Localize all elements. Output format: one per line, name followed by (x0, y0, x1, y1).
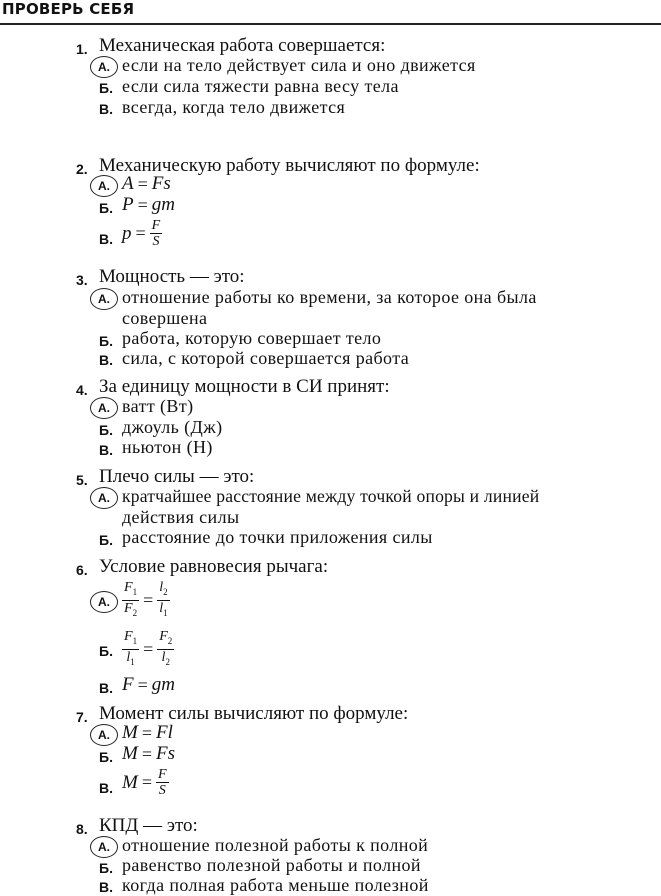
answer-option-text: джоуль (Дж) (122, 417, 223, 437)
fraction (157, 580, 169, 621)
question-text: Мощность — это: (99, 266, 245, 287)
formula (122, 194, 175, 216)
formula (122, 743, 175, 765)
question-text: За единицу мощности в СИ принят: (99, 376, 390, 397)
formula-lhs: M (122, 771, 138, 793)
fraction-denominator: $l_1$ (159, 600, 168, 618)
question-number: 8. (76, 821, 88, 837)
equals-sign: = (141, 743, 152, 764)
answer-letter: В. (99, 780, 113, 796)
equals-sign: = (137, 194, 148, 215)
formula-lhs: M (122, 722, 138, 743)
answer-option-text: отношение работы ко времени, за которое она была (122, 287, 537, 307)
formula (122, 173, 171, 195)
question-number: 6. (76, 562, 88, 578)
formula-rhs: gm (151, 194, 175, 215)
question-number: 3. (76, 272, 88, 288)
answer-letter-circled: А. (90, 288, 118, 310)
formula (122, 629, 174, 670)
formula-lhs: F (122, 674, 134, 695)
formula (122, 722, 173, 744)
fraction-numerator: $F_1$ (122, 580, 139, 601)
fraction (122, 580, 139, 621)
fraction (157, 629, 174, 670)
formula (122, 218, 162, 249)
answer-letter: Б. (99, 532, 113, 548)
equals-sign: = (137, 173, 148, 194)
answer-letter: В. (99, 879, 113, 895)
question-text: Момент силы вычисляют по формуле: (99, 703, 409, 724)
answer-letter: Б. (99, 643, 113, 659)
answer-letter-circled: А. (90, 56, 118, 78)
question-text: Условие равновесия рычага: (99, 556, 329, 577)
answer-letter-circled: А. (90, 724, 118, 746)
answer-letter-circled: А. (90, 836, 118, 858)
fraction-denominator: $l_2$ (161, 649, 170, 667)
fraction (156, 767, 169, 798)
formula-rhs: Fl (155, 722, 173, 743)
answer-option-text: когда полная работа меньше полезной (122, 875, 429, 895)
question-number: 4. (76, 382, 88, 398)
answer-option-text: расстояние до точки приложения силы (122, 527, 433, 547)
answer-option-text: равенство полезной работы и полной (122, 855, 421, 875)
answer-letter: Б. (99, 333, 113, 349)
answer-option-text: работа, которую совершает тело (122, 328, 382, 348)
answer-option-text: ньютон (Н) (122, 437, 213, 457)
answer-option-text: если сила тяжести равна весу тела (122, 76, 399, 96)
answer-letter-circled: А. (90, 175, 118, 197)
answer-option-text: ватт (Вт) (122, 396, 194, 416)
answer-letter: Б. (99, 80, 113, 96)
question-number: 2. (76, 161, 88, 177)
formula-lhs: M (122, 743, 138, 764)
fraction (122, 629, 139, 670)
answer-letter: В. (99, 101, 113, 117)
formula (122, 580, 170, 621)
header-divider (0, 23, 661, 25)
answer-letter: В. (99, 231, 113, 247)
page-title: ПРОВЕРЬ СЕБЯ (2, 0, 135, 18)
page-header (0, 0, 661, 30)
answer-letter: Б. (99, 749, 113, 765)
equals-sign: = (137, 674, 148, 695)
answer-letter: В. (99, 442, 113, 458)
equals-sign: = (135, 223, 146, 243)
fraction-numerator: F (151, 218, 161, 233)
answer-letter: Б. (99, 422, 113, 438)
answer-option-text-continued: действия силы (122, 507, 240, 527)
question-number: 5. (76, 472, 88, 488)
answer-option-text: сила, с которой совершается работа (122, 348, 410, 368)
formula-lhs: A (122, 173, 134, 194)
formula (122, 674, 175, 696)
question-text: Механическую работу вычисляют по формуле: (99, 155, 480, 176)
answer-letter-circled: А. (90, 591, 118, 613)
formula-rhs: Fs (155, 743, 175, 764)
question-text: Плечо силы — это: (99, 466, 255, 487)
answer-option-text: отношение полезной работы к полной (122, 835, 429, 855)
answer-option-text-continued: совершена (122, 308, 208, 328)
fraction-denominator: $l_1$ (126, 649, 135, 667)
answer-letter-circled: А. (90, 487, 118, 509)
answer-letter: В. (99, 680, 113, 696)
formula-rhs: Fs (151, 173, 171, 194)
fraction-numerator: $F_2$ (157, 629, 174, 650)
answer-option-text: кратчайшее расстояние между точкой опоры и линией (122, 486, 540, 506)
equals-sign: = (141, 722, 152, 743)
formula-lhs: p (122, 222, 132, 244)
equals-sign: = (141, 772, 152, 792)
formula (122, 767, 169, 798)
answer-letter: В. (99, 352, 113, 368)
fraction-numerator: $F_1$ (122, 629, 139, 650)
fraction-numerator: F (157, 767, 167, 782)
fraction-denominator: S (158, 783, 166, 798)
fraction-numerator: $l_2$ (157, 580, 169, 601)
fraction-denominator: S (152, 234, 160, 249)
answer-option-text: всегда, когда тело движется (122, 97, 346, 117)
question-number: 1. (76, 41, 88, 57)
question-text: КПД — это: (99, 815, 198, 836)
answer-letter: Б. (99, 200, 113, 216)
question-text: Механическая работа совершается: (99, 35, 386, 56)
equals-sign: = (143, 589, 154, 610)
formula-lhs: P (122, 194, 134, 215)
answer-letter: Б. (99, 860, 113, 876)
answer-option-text: если на тело действует сила и оно движется (122, 55, 476, 75)
equals-sign: = (143, 638, 154, 659)
fraction (150, 218, 163, 249)
fraction-denominator: $F_2$ (124, 600, 138, 618)
answer-letter-circled: А. (90, 397, 118, 419)
question-number: 7. (76, 709, 88, 725)
formula-rhs: gm (151, 674, 175, 695)
